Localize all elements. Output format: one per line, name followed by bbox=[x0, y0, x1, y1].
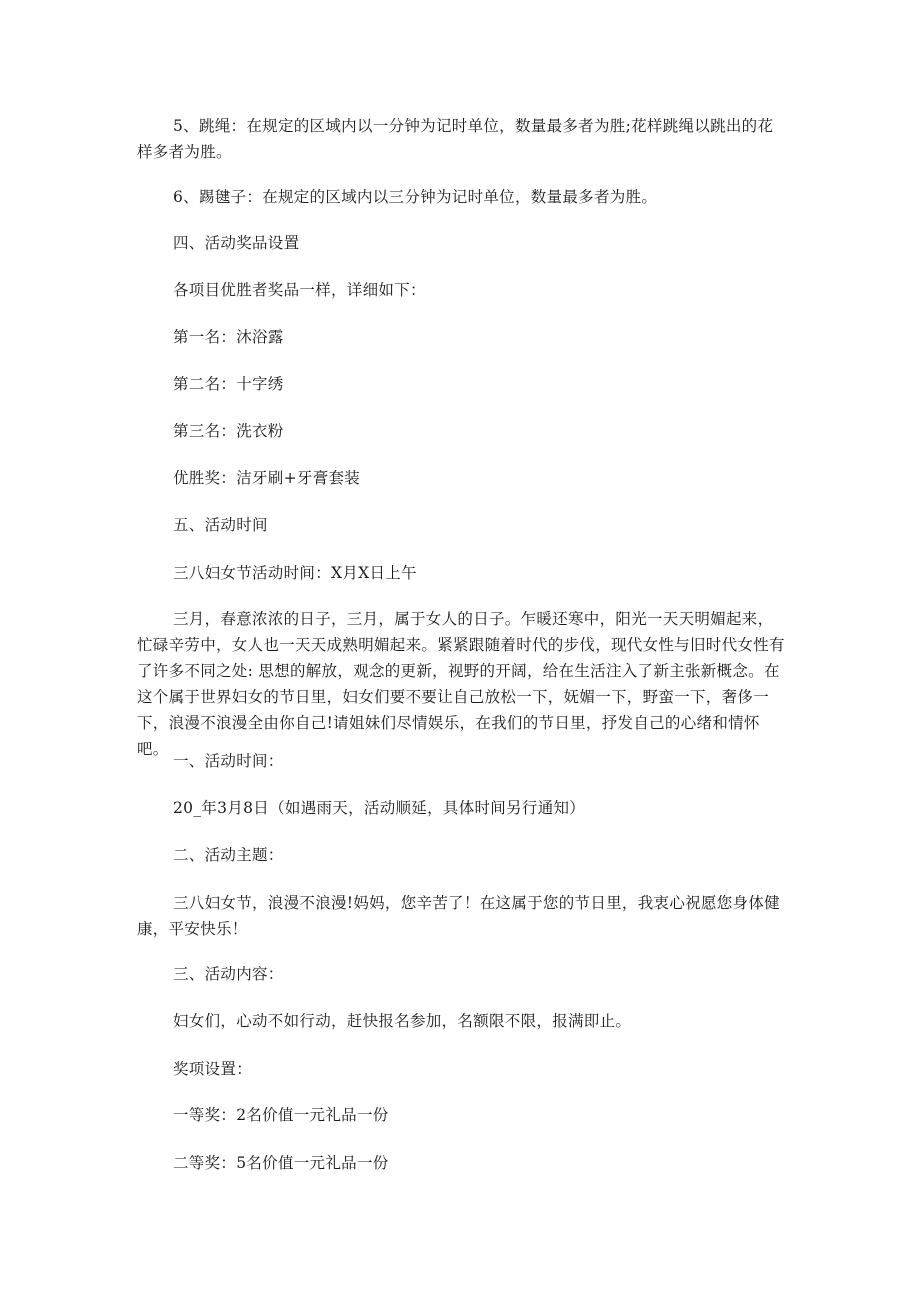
prize-merit: 优胜奖：洁牙刷+牙膏套装 bbox=[173, 469, 361, 487]
paragraph-theme: 三八妇女节，浪漫不浪漫!妈妈，您辛苦了！在这属于您的节日里，我衷心祝愿您身体健康，平安快乐！ bbox=[137, 894, 780, 938]
prize-first: 第一名：沐浴露 bbox=[173, 328, 284, 346]
paragraph-prize-intro: 各项目优胜者奖品一样，详细如下： bbox=[173, 281, 426, 299]
heading-section-1: 一、活动时间： bbox=[173, 752, 284, 770]
paragraph-shuttlecock: 6、踢毽子：在规定的区域内以三分钟为记时单位，数量最多者为胜。 bbox=[173, 188, 658, 206]
paragraph-jump-rope: 5、跳绳：在规定的区域内以一分钟为记时单位，数量最多者为胜;花样跳绳以跳出的花样多者为胜。 bbox=[137, 117, 774, 161]
paragraph-date: 20_年3月8日（如遇雨天，活动顺延，具体时间另行通知） bbox=[173, 799, 586, 817]
heading-awards: 奖项设置： bbox=[173, 1060, 253, 1078]
paragraph-intro: 三月，春意浓浓的日子，三月，属于女人的日子。乍暖还寒中，阳光一天天明媚起来，忙碌辛劳中，女人也一天天成熟明媚起来。紧紧跟随着时代的步伐，现代女性与旧时代女性有了许多不同之处: 思想的解放，观念的更新，视野的开阔，给在生活注入了新主张新概念。在这个属于世界妇女的节日里，妇女们要不要让自己放松一下，妩媚一下，野蛮一下，奢侈一下，浪漫不浪漫全由你自己!请姐妹们尽情娱乐，在我们的节日里，抒发自己的心绪和情怀吧。 bbox=[137, 610, 785, 758]
prize-third: 第三名：洗衣粉 bbox=[173, 422, 284, 440]
heading-prize-settings: 四、活动奖品设置 bbox=[173, 234, 300, 252]
heading-section-3: 三、活动内容： bbox=[173, 965, 284, 983]
award-second: 二等奖：5名价值一元礼品一份 bbox=[173, 1154, 389, 1172]
paragraph-content: 妇女们，心动不如行动，赶快报名参加，名额限不限，报满即止。 bbox=[173, 1012, 632, 1030]
prize-second: 第二名：十字绣 bbox=[173, 375, 284, 393]
heading-section-2: 二、活动主题： bbox=[173, 846, 284, 864]
paragraph-event-time: 三八妇女节活动时间：X月X日上午 bbox=[173, 564, 417, 582]
heading-activity-time: 五、活动时间 bbox=[173, 516, 268, 534]
award-first: 一等奖：2名价值一元礼品一份 bbox=[173, 1106, 389, 1124]
